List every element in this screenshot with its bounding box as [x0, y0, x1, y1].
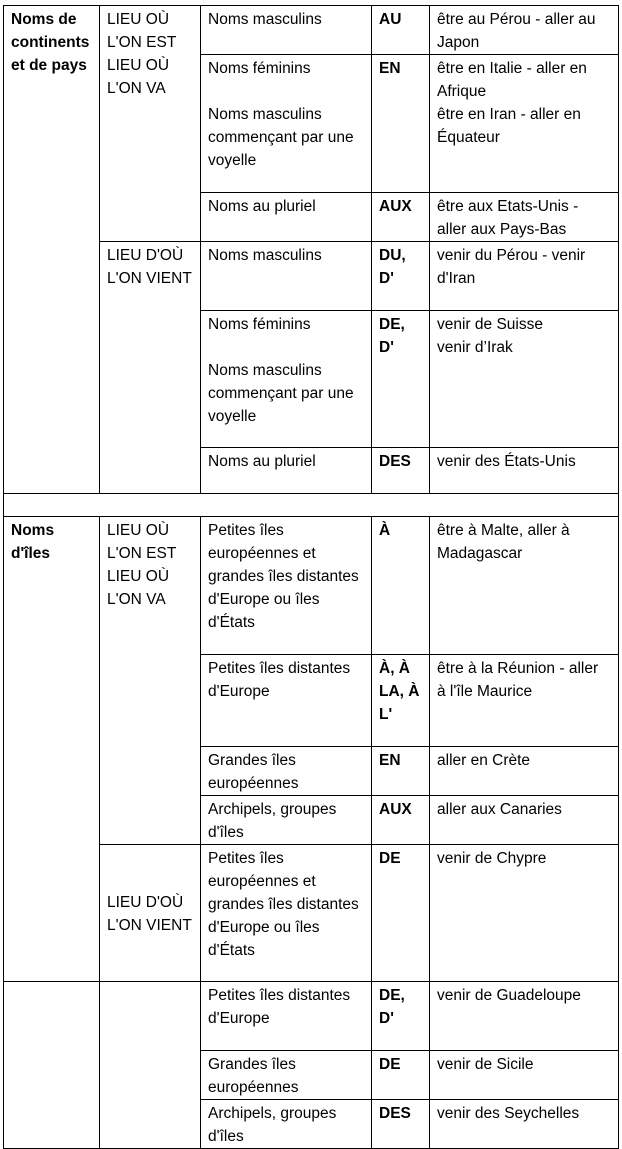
preposition-cell: DE, D': [372, 311, 430, 448]
noun-type-cell: Noms féminins Noms masculins commençant par une voyelle: [201, 311, 372, 448]
preposition-cell: DES: [372, 1100, 430, 1149]
preposition-cell: À: [372, 517, 430, 655]
example-cell: être en Italie - aller en Afrique être en Iran - aller en Équateur: [430, 55, 619, 193]
lieu-cell: [100, 6, 201, 242]
lieu-label: LIEU OÙ L'ON VA: [107, 568, 170, 608]
preposition-cell: DU, D': [372, 242, 430, 311]
example-cell: aller en Crète: [430, 747, 619, 796]
table-row: [4, 982, 619, 1051]
preposition-cell: DE: [372, 1051, 430, 1100]
noun-type-cell: Noms masculins: [201, 242, 372, 311]
noun-type-cell: Petites îles européennes et grandes îles distantes d'Europe ou îles d'États: [201, 517, 372, 655]
example-cell: venir de Suisse venir d’Irak: [430, 311, 619, 448]
lieu-label: LIEU OÙ L'ON EST: [107, 11, 177, 51]
example-cell: venir de Sicile: [430, 1051, 619, 1100]
example-cell: être à la Réunion - aller à l'île Maurice: [430, 655, 619, 747]
noun-type-cell: Noms féminins Noms masculins commençant par une voyelle: [201, 55, 372, 193]
noun-type-cell: Noms masculins: [201, 6, 372, 55]
preposition-cell: AUX: [372, 796, 430, 845]
noun-type-cell: Grandes îles européennes: [201, 747, 372, 796]
example-cell: venir de Guadeloupe: [430, 982, 619, 1051]
preposition-cell: DE: [372, 845, 430, 982]
preposition-cell: AUX: [372, 193, 430, 242]
preposition-cell: DES: [372, 448, 430, 494]
example-cell: être à Malte, aller à Madagascar: [430, 517, 619, 655]
spacer-row: [4, 494, 619, 517]
preposition-cell: EN: [372, 55, 430, 193]
example-cell: aller aux Canaries: [430, 796, 619, 845]
noun-type-cell: Noms au pluriel: [201, 448, 372, 494]
example-cell: venir des États-Unis: [430, 448, 619, 494]
table-row: [4, 6, 619, 55]
lieu-cell: [100, 517, 201, 845]
lieu-label: LIEU OÙ L'ON EST: [107, 522, 177, 562]
example-cell: venir de Chypre: [430, 845, 619, 982]
noun-type-cell: Grandes îles européennes: [201, 1051, 372, 1100]
noun-type-cell: Archipels, groupes d'îles: [201, 796, 372, 845]
lieu-cell: [100, 845, 201, 982]
noun-type-cell: Noms au pluriel: [201, 193, 372, 242]
lieu-label: LIEU OÙ L'ON VA: [107, 57, 170, 97]
preposition-cell: EN: [372, 747, 430, 796]
preposition-cell: À, À LA, À L': [372, 655, 430, 747]
lieu-cell: [100, 242, 201, 494]
spacer-cell: [4, 494, 619, 517]
lieu-label: LIEU D'OÙ L'ON VIENT: [107, 247, 192, 287]
example-cell: être au Pérou - aller au Japon: [430, 6, 619, 55]
lieu-label: LIEU D'OÙ L'ON VIENT: [107, 894, 192, 934]
category-cell: Noms de continents et de pays: [4, 6, 100, 494]
example-cell: être aux Etats-Unis - aller aux Pays-Bas: [430, 193, 619, 242]
category-cell-empty: [4, 982, 100, 1149]
category-cell: Noms d'îles: [4, 517, 100, 982]
preposition-cell: AU: [372, 6, 430, 55]
example-cell: venir des Seychelles: [430, 1100, 619, 1149]
example-cell: venir du Pérou - venir d'Iran: [430, 242, 619, 311]
noun-type-cell: Petites îles distantes d'Europe: [201, 655, 372, 747]
noun-type-cell: Petites îles distantes d'Europe: [201, 982, 372, 1051]
preposition-cell: DE, D': [372, 982, 430, 1051]
lieu-cell-empty: [100, 982, 201, 1149]
preposition-table: [3, 5, 619, 1149]
table-row: [4, 517, 619, 655]
noun-type-cell: Archipels, groupes d'îles: [201, 1100, 372, 1149]
noun-type-cell: Petites îles européennes et grandes îles distantes d'Europe ou îles d'États: [201, 845, 372, 982]
